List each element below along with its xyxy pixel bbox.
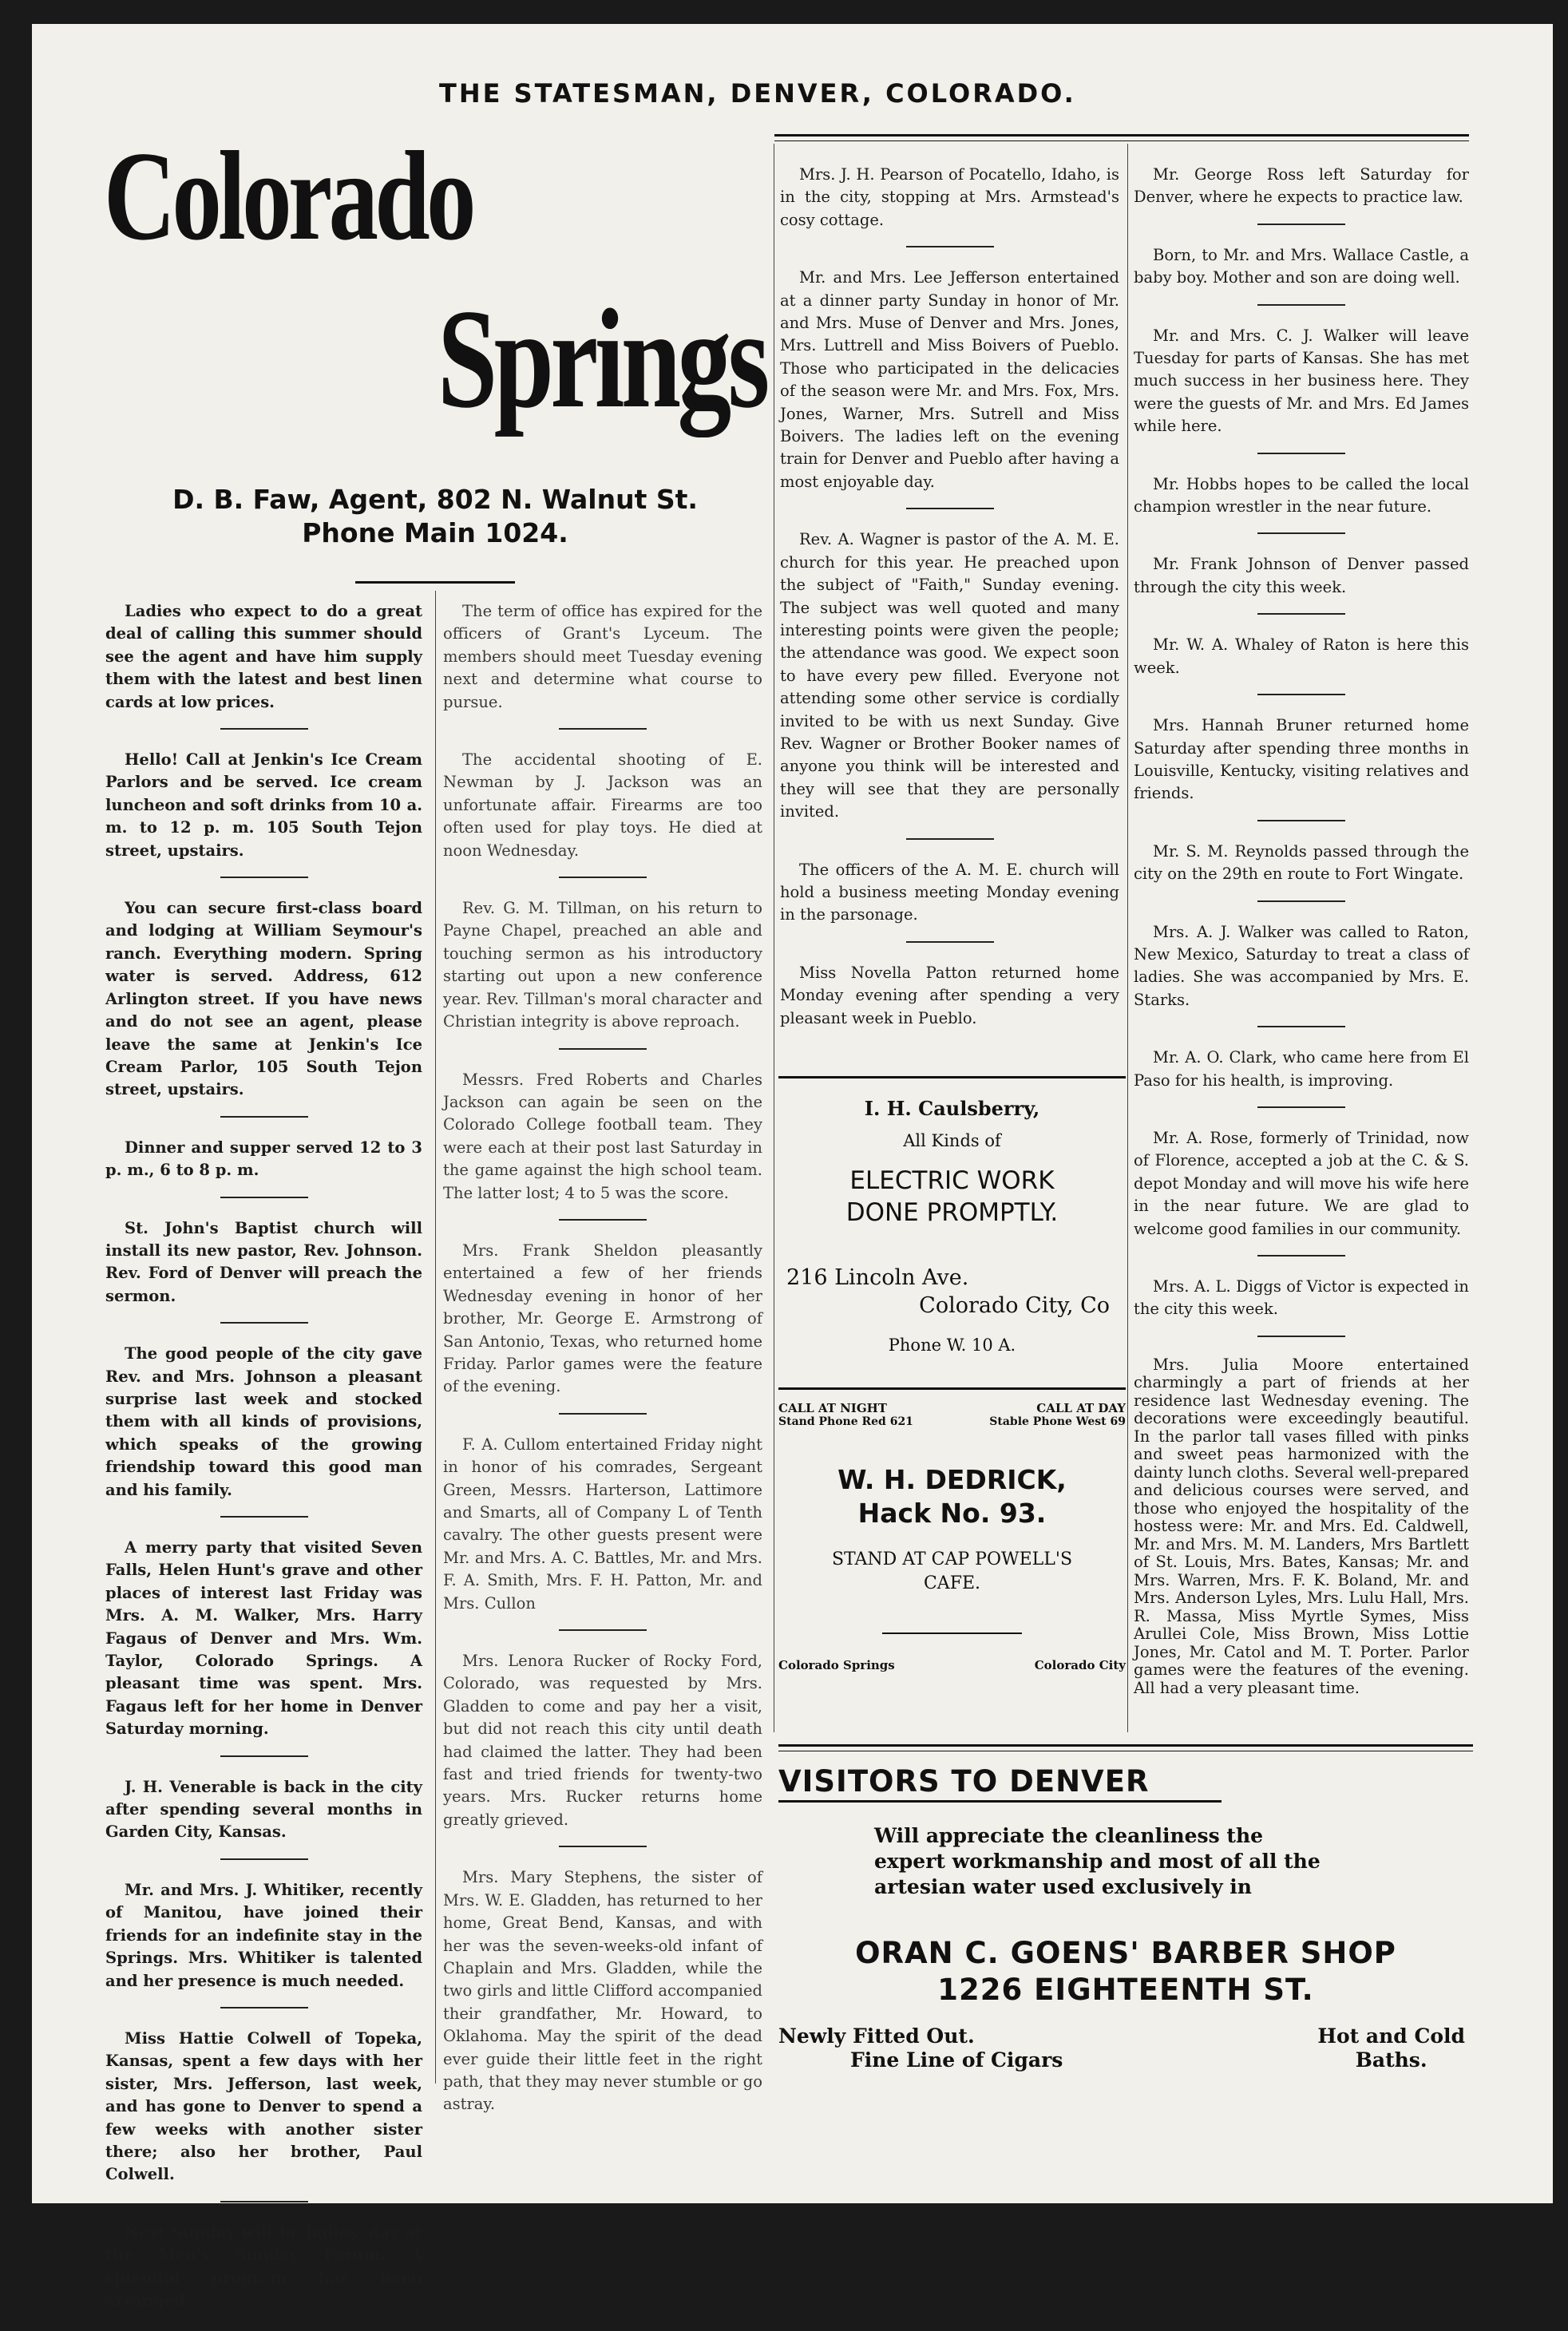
- news-column-4: [1134, 164, 1469, 1716]
- ad-name-line1: W. H. DEDRICK,: [837, 1464, 1067, 1495]
- news-item: The accidental shooting of E. Newman by J. Jackson was an unfortunate affair. Firearms are too often used for play toys. He died at noon Wednesday.: [443, 749, 762, 878]
- call-day: CALL AT DAY: [1036, 1401, 1126, 1415]
- news-item: Mrs. Lenora Rucker of Rocky Ford, Colorado, was requested by Mrs. Gladden to come and pay her a visit, but did not reach this city until death had claimed the latter. They had been fast and tried friends for twenty-two years. Mrs. Rucker returns home greatly grieved.: [443, 1650, 762, 1847]
- news-item: Mr. S. M. Reynolds passed through the city on the 29th en route to Fort Wingate.: [1134, 841, 1469, 902]
- agent-rule: [355, 581, 515, 584]
- phone-night: Stand Phone Red 621: [778, 1415, 913, 1428]
- ad-address-city: Colorado City, Co: [919, 1293, 1110, 1318]
- ad-footer-right: Colorado City: [1034, 1658, 1126, 1672]
- agent-line: D. B. Faw, Agent, 802 N. Walnut St.: [172, 484, 698, 515]
- ad-business-name: I. H. Caulsberry,: [864, 1097, 1040, 1120]
- news-item: Dinner and supper served 12 to 3 p. m., 6 to 8 p. m.: [105, 1137, 422, 1198]
- visitors-top-rule: [778, 1744, 1473, 1747]
- call-night: CALL AT NIGHT: [778, 1401, 887, 1415]
- news-item: J. H. Venerable is back in the city after spending several months in Garden City, Kansas.: [105, 1776, 422, 1860]
- news-item: Mr. and Mrs. J. Whitiker, recently of Manitou, have joined their friends for an indefinite stay in the Springs. Mrs. Whitiker is talented and her presence is much needed.: [105, 1879, 422, 2008]
- ad-short-rule: [882, 1632, 1022, 1634]
- news-item: Mrs. Julia Moore entertained charmingly a part of friends at her residence last Wednesday evening. The decorations were exceedingly beautiful. In the parlor tall vases filled with pinks and sweet peas harmonized with the dainty lunch cloths. Several well-prepared and delicious courses were served, and those who enjoyed the hospitality of the hostess were: Mr. and Mrs. Ed. Caldwell, Mr. and Mrs. M. M. Landers, Mrs Bartlett of St. Louis, Mrs. Bates, Kansas; Mr. and Mrs. Warren, Mrs. F. K. Boland, Mr. and Mrs. Anderson Lyles, Mrs. Lulu Hall, Mrs. R. Massa, Miss Myrtle Symes, Miss Arullei Cole, Miss Brown, Miss Lottie Jones, Mr. Catol and M. T. Porter. Parlor games were the features of the evening. All had a very pleasant time.: [1134, 1355, 1469, 1697]
- news-item: Mrs. Frank Sheldon pleasantly entertained a few of her friends Wednesday evening in honor of her brother, Mr. George E. Armstrong of San Antonio, Texas, who returned home Friday. Parlor games were the feature of the evening.: [443, 1240, 762, 1415]
- visitors-baths: Baths.: [1355, 2048, 1427, 2072]
- news-item: Mrs. Mary Stephens, the sister of Mrs. W. E. Gladden, has returned to her home, Great Bend, Kansas, and with her was the seven-weeks-old infant of Chaplain and Mrs. Gladden, while the two girls and little Clifford accompanied their grandfather, Mr. Howard, to Oklahoma. May the spirit of the dead ever guide their little feet in the right path, that they may never stumble or go astray.: [443, 1868, 762, 2114]
- news-item: Hello! Call at Jenkin's Ice Cream Parlors and be served. Ice cream luncheon and soft drinks from 10 a. m. to 12 p. m. 105 South Tejon street, upstairs.: [105, 749, 422, 878]
- news-item: Mr. A. Rose, formerly of Trinidad, now of Florence, accepted a job at the C. & S. depot Monday and will move his wife here in the near future. We are glad to welcome good families in our community.: [1134, 1127, 1469, 1257]
- ad-stand-line2: CAFE.: [923, 1573, 981, 1593]
- news-item: Mr. and Mrs. Lee Jefferson entertained at a dinner party Sunday in honor of Mr. and Mrs. Muse of Denver and Mrs. Jones, Mrs. Luttrell and Miss Boivers of Pueblo. Those who participated in the delicacies of the season were Mr. and Mrs. Fox, Mrs. Jones, Warner, Mrs. Sutrell and Miss Boivers. The ladies left on the evening train for Denver and Pueblo after having a most enjoyable day.: [780, 267, 1119, 509]
- visitors-footer-left: [778, 2024, 1063, 2072]
- news-column-1: [105, 600, 422, 2331]
- news-item: Rev. A. Wagner is pastor of the A. M. E. church for this year. He preached upon the subject of "Faith," Sunday evening. The subject was well quoted and many interesting points were given the people; the attendance was good. We expect soon to have every pew filled. Everyone not attending some other service is cordially invited to be with us next Sunday. Give Rev. Wagner or Brother Booker names of anyone you think will be interested and they will see that they are personally invited.: [780, 528, 1119, 839]
- ad-call-row: [778, 1401, 1126, 1415]
- news-item: A merry party that visited Seven Falls, Helen Hunt's grave and other places of interest last Friday was Mrs. A. M. Walker, Mrs. Harry Fagaus of Denver and Mrs. Wm. Taylor, Colorado Springs. A pleasant time was spent. Mrs. Fagaus left for her home in Denver Saturday morning.: [105, 1537, 422, 1757]
- news-item: Mrs. J. H. Pearson of Pocatello, Idaho, is in the city, stopping at Mrs. Armstead's cosy cottage.: [780, 164, 1119, 247]
- column-divider: [1127, 144, 1128, 1732]
- ad-address-street: 216 Lincoln Ave.: [786, 1265, 969, 1290]
- barber-shop-address: 1226 EIGHTEENTH ST.: [937, 1973, 1314, 2007]
- news-item: Mr. and Mrs. C. J. Walker will leave Tuesday for parts of Kansas. She has met much success in her business here. They were the guests of Mr. and Mrs. Ed James while here.: [1134, 325, 1469, 454]
- news-item: Ladies who expect to do a great deal of calling this summer should see the agent and have him supply them with the latest and best linen cards at low prices.: [105, 600, 422, 730]
- news-item: Born, to Mr. and Mrs. Wallace Castle, a baby boy. Mother and son are doing well.: [1134, 244, 1469, 306]
- newspaper-page: [32, 24, 1553, 2309]
- news-item: Mrs. A. J. Walker was called to Raton, New Mexico, Saturday to treat a class of ladies. She was accompanied by Mrs. E. Starks.: [1134, 921, 1469, 1028]
- news-item: Messrs. Fred Roberts and Charles Jackson can again be seen on the Colorado College football team. They were each at their post last Saturday in the game against the high school team. The latter lost; 4 to 5 was the score.: [443, 1069, 762, 1221]
- title-line-springs: Springs: [438, 279, 766, 437]
- ad-footer-left: Colorado Springs: [778, 1658, 895, 1672]
- visitors-footer-right: [1317, 2024, 1473, 2072]
- dedrick-ad: [778, 1401, 1126, 1672]
- news-item: Mr. Frank Johnson of Denver passed through the city this week.: [1134, 553, 1469, 615]
- visitors-footer: [778, 2024, 1473, 2072]
- top-rule: [774, 134, 1469, 137]
- visitors-ad: [778, 1764, 1473, 2072]
- visitors-fitted: Newly Fitted Out.: [778, 2024, 975, 2048]
- visitors-hot-cold: Hot and Cold: [1317, 2024, 1465, 2048]
- news-item: F. A. Cullom entertained Friday night in honor of his comrades, Sergeant Green, Messrs. Harterson, Lattimore and Smarts, all of Company L of Tenth cavalry. The other guests present were Mr. and Mrs. A. C. Battles, Mr. and Mrs. F. A. Smith, Mrs. F. H. Patton, Mr. and Mrs. Cullon: [443, 1434, 762, 1631]
- visitors-heading-underline: [778, 1800, 1222, 1803]
- ad-divider: [778, 1387, 1126, 1390]
- ad-name-line2: Hack No. 93.: [857, 1498, 1047, 1529]
- news-item: Rev. G. M. Tillman, on his return to Payne Chapel, preached an able and touching sermon as his introductory starting out upon a new conference year. Rev. Tillman's moral character and Christian integrity is above reproach.: [443, 897, 762, 1049]
- barber-shop-name: ORAN C. GOENS' BARBER SHOP: [855, 1936, 1396, 1970]
- news-item: The officers of the A. M. E. church will hold a business meeting Monday evening in the parsonage.: [780, 859, 1119, 943]
- news-column-2: [443, 600, 762, 2135]
- ad-electric-line2: DONE PROMPTLY.: [845, 1198, 1059, 1227]
- ad-stand-line1: STAND AT CAP POWELL'S: [831, 1549, 1073, 1569]
- ad-phone: Phone W. 10 A.: [888, 1336, 1016, 1355]
- news-item: Mr. W. A. Whaley of Raton is here this week.: [1134, 634, 1469, 695]
- title-line-colorado: Colorado: [104, 125, 473, 267]
- agent-info: [104, 483, 766, 550]
- news-item: Mrs. A. L. Diggs of Victor is expected in the city this week.: [1134, 1276, 1469, 1337]
- visitors-heading: VISITORS TO DENVER: [778, 1764, 1150, 1799]
- news-item: Mr. George Ross left Saturday for Denver, where he expects to practice law.: [1134, 164, 1469, 225]
- agent-phone: Phone Main 1024.: [302, 517, 568, 548]
- news-item: Miss Novella Patton returned home Monday evening after spending a very pleasant week in Pueblo.: [780, 963, 1119, 1027]
- news-item: Miss Hattie Colwell of Topeka, Kansas, spent a few days with her sister, Mrs. Jefferson, last week, and has gone to Denver to spend a few weeks with another sister there; also her brother, Paul Colwell.: [105, 2028, 422, 2202]
- news-item: The good people of the city gave Rev. and Mrs. Johnson a pleasant surprise last week and stocked them with all kinds of provisions, which speaks of the growing friendship toward this good man and his family.: [105, 1343, 422, 1518]
- column-divider: [435, 591, 436, 2084]
- news-item: Mrs. Hannah Bruner returned home Saturday after spending three months in Louisville, Kentucky, visiting relatives and friends.: [1134, 714, 1469, 821]
- ad-electric-line1: ELECTRIC WORK: [849, 1166, 1055, 1195]
- caulsberry-ad: [778, 1078, 1126, 1355]
- news-item: You can secure first-class board and lodging at William Seymour's ranch. Everything modern. Spring water is served. Address, 612 Arlington street. If you have news and do not see an agent, please leave the same at Jenkin's Ice Cream Parlor, 105 South Tejon street, upstairs.: [105, 897, 422, 1118]
- news-item: The term of office has expired for the officers of Grant's Lyceum. The members should meet Tuesday evening next and determine what course to pursue.: [443, 600, 762, 730]
- phone-day: Stable Phone West 69: [989, 1415, 1126, 1428]
- news-item: Mr. Hobbs hopes to be called the local champion wrestler in the near future.: [1134, 473, 1469, 535]
- news-item: St. John's Baptist church will install its new pastor, Rev. Johnson. Rev. Ford of Denver will preach the sermon.: [105, 1217, 422, 1324]
- visitors-cigars: Fine Line of Cigars: [850, 2048, 1063, 2072]
- ad-kinds: All Kinds of: [903, 1131, 1001, 1150]
- ad-phone-row: [778, 1415, 1126, 1428]
- top-rule-thin: [774, 140, 1469, 141]
- visitors-text: Will appreciate the cleanliness the expert workmanship and most of all the artesian water used exclusively in: [874, 1824, 1321, 1898]
- ad-footer-row: [778, 1658, 1126, 1672]
- masthead: THE STATESMAN, DENVER, COLORADO.: [439, 78, 1076, 109]
- news-item: Mr. A. O. Clark, who came here from El Paso for his health, is improving.: [1134, 1047, 1469, 1108]
- news-column-3: [780, 164, 1119, 1049]
- news-item: Next Sunday will be ladies' day at the Men's Sunday Forum. A splendid program has been arranged.: [105, 2222, 422, 2309]
